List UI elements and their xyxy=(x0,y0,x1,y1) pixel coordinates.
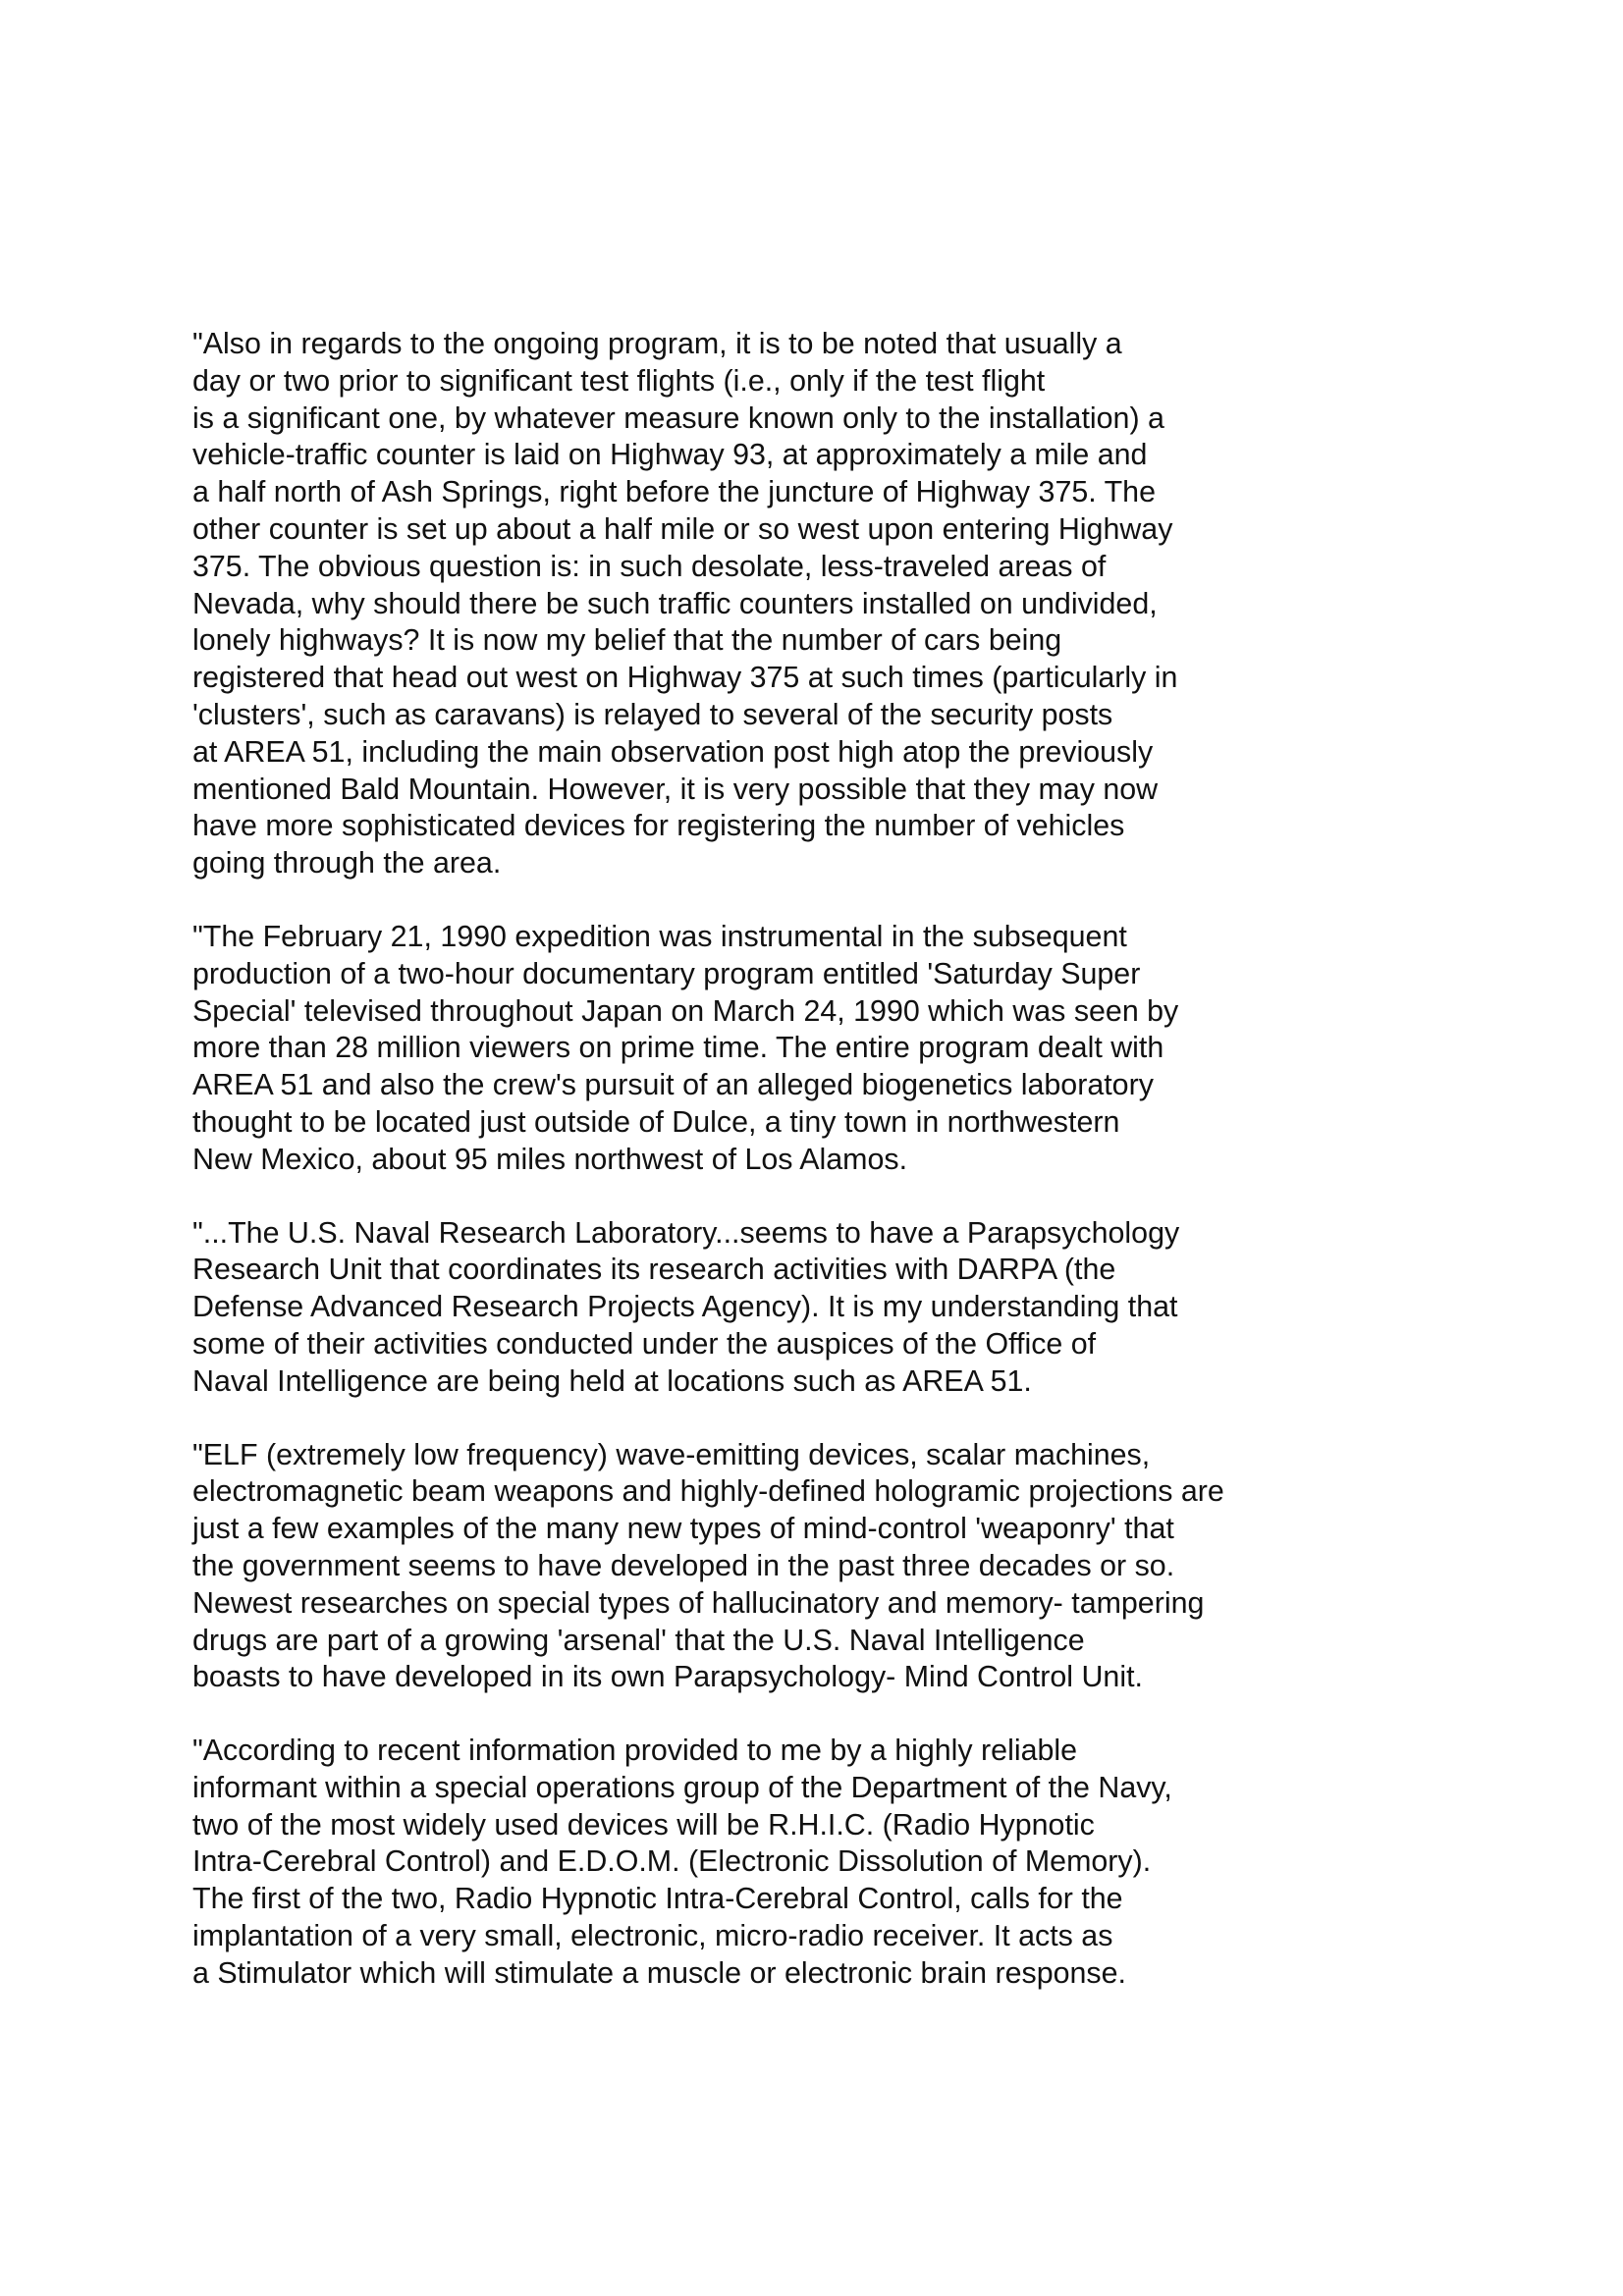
text-line: mentioned Bald Mountain. However, it is very possible that they may now xyxy=(192,772,1159,806)
paragraph-elf-devices xyxy=(192,1437,1371,1697)
text-line: "The February 21, 1990 expedition was instrumental in the subsequent xyxy=(192,919,1127,953)
text-line: some of their activities conducted under the auspices of the Office of xyxy=(192,1326,1097,1361)
text-line: drugs are part of a growing 'arsenal' that the U.S. Naval Intelligence xyxy=(192,1623,1085,1657)
paragraph-naval-research xyxy=(192,1215,1371,1401)
text-line: more than 28 million viewers on prime time. The entire program dealt with xyxy=(192,1031,1164,1065)
text-line: implantation of a very small, electronic, micro-radio receiver. It acts as xyxy=(192,1919,1113,1953)
text-line: a Stimulator which will stimulate a muscle or electronic brain response. xyxy=(192,1955,1126,1990)
paragraph-rhic-edom xyxy=(192,1733,1371,1993)
text-line: Intra-Cerebral Control) and E.D.O.M. (Electronic Dissolution of Memory). xyxy=(192,1844,1152,1879)
text-line: just a few examples of the many new types of mind-control 'weaponry' that xyxy=(192,1512,1174,1546)
text-line: electromagnetic beam weapons and highly-defined hologramic projections are xyxy=(192,1474,1224,1509)
text-line: registered that head out west on Highway 375 at such times (particularly in xyxy=(192,661,1178,695)
text-line: production of a two-hour documentary program entitled 'Saturday Super xyxy=(192,956,1141,990)
text-line: boasts to have developed in its own Parapsychology- Mind Control Unit. xyxy=(192,1660,1143,1694)
text-line: going through the area. xyxy=(192,846,502,881)
text-line: 'clusters', such as caravans) is relayed to several of the security posts xyxy=(192,697,1113,731)
text-line: a half north of Ash Springs, right before the juncture of Highway 375. The xyxy=(192,475,1156,509)
text-line: informant within a special operations group of the Department of the Navy, xyxy=(192,1770,1172,1804)
paragraph-traffic-counters xyxy=(192,326,1371,882)
text-line: Special' televised throughout Japan on March 24, 1990 which was seen by xyxy=(192,993,1179,1028)
document-body xyxy=(192,326,1371,2029)
text-line: "ELF (extremely low frequency) wave-emitting devices, scalar machines, xyxy=(192,1437,1151,1471)
text-line: other counter is set up about a half mile or so west upon entering Highway xyxy=(192,511,1173,546)
text-line: have more sophisticated devices for registering the number of vehicles xyxy=(192,809,1125,843)
paragraph-february-expedition xyxy=(192,919,1371,1179)
text-line: "...The U.S. Naval Research Laboratory...seems to have a Parapsychology xyxy=(192,1215,1180,1250)
text-line: Naval Intelligence are being held at locations such as AREA 51. xyxy=(192,1363,1032,1398)
text-line: "Also in regards to the ongoing program, it is to be noted that usually a xyxy=(192,327,1122,360)
text-line: two of the most widely used devices will be R.H.I.C. (Radio Hypnotic xyxy=(192,1807,1095,1842)
text-line: The first of the two, Radio Hypnotic Intra-Cerebral Control, calls for the xyxy=(192,1882,1123,1916)
text-line: Research Unit that coordinates its research activities with DARPA (the xyxy=(192,1253,1116,1287)
text-line: Defense Advanced Research Projects Agency). It is my understanding that xyxy=(192,1290,1178,1324)
text-line: New Mexico, about 95 miles northwest of Los Alamos. xyxy=(192,1142,908,1176)
text-line: "According to recent information provided to me by a highly reliable xyxy=(192,1734,1078,1768)
text-line: vehicle-traffic counter is laid on Highway 93, at approximately a mile and xyxy=(192,438,1148,472)
text-line: Nevada, why should there be such traffic counters installed on undivided, xyxy=(192,586,1158,620)
text-line: 375. The obvious question is: in such desolate, less-traveled areas of xyxy=(192,549,1107,583)
text-line: day or two prior to significant test flights (i.e., only if the test flight xyxy=(192,363,1046,398)
text-line: is a significant one, by whatever measure known only to the installation) a xyxy=(192,400,1164,435)
text-line: AREA 51 and also the crew's pursuit of an alleged biogenetics laboratory xyxy=(192,1068,1154,1102)
text-line: thought to be located just outside of Dulce, a tiny town in northwestern xyxy=(192,1104,1120,1139)
text-line: Newest researches on special types of hallucinatory and memory- tampering xyxy=(192,1585,1205,1620)
text-line: at AREA 51, including the main observation post high atop the previously xyxy=(192,734,1154,769)
text-line: lonely highways? It is now my belief that the number of cars being xyxy=(192,623,1062,658)
text-line: the government seems to have developed in the past three decades or so. xyxy=(192,1548,1175,1582)
